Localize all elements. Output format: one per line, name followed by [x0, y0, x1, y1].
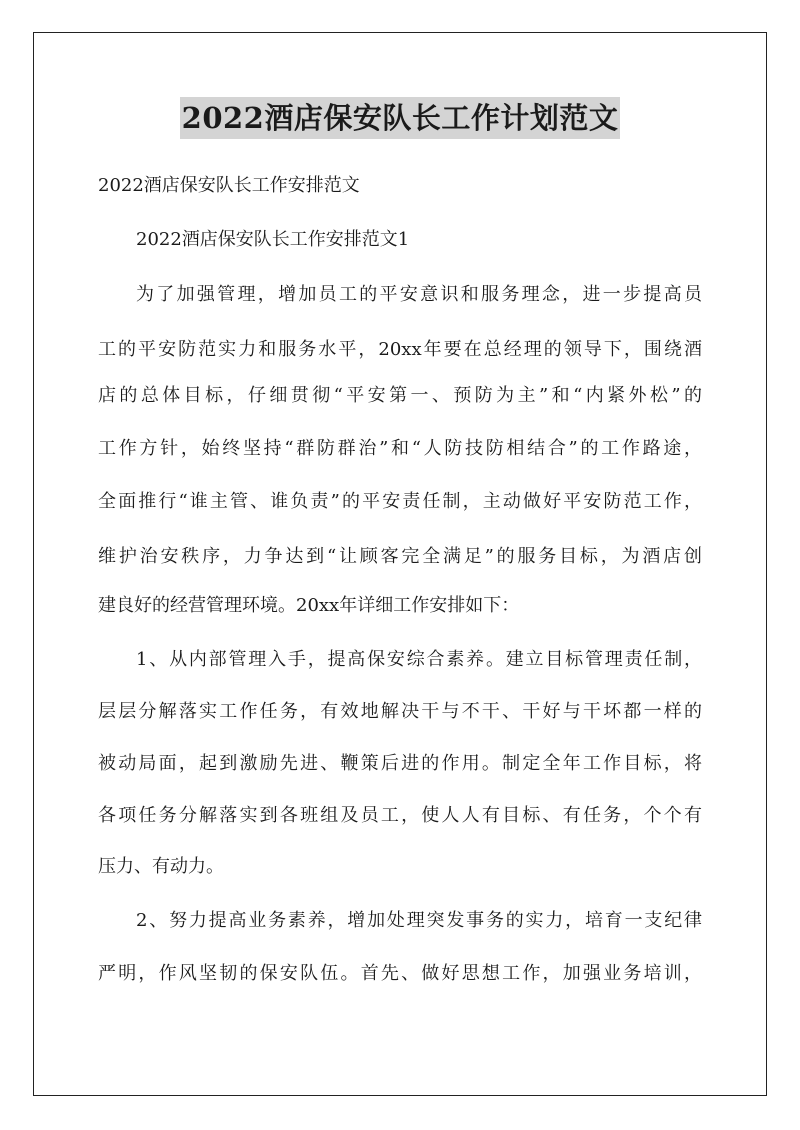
paragraph-line: 建良好的经营管理环境。20xx年详细工作安排如下：: [98, 595, 520, 616]
paragraph-line: 店的总体目标，仔细贯彻“平安第一、预防为主”和“内紧外松”的: [98, 385, 702, 406]
paragraph-line: 严明，作风坚韧的保安队伍。首先、做好思想工作，加强业务培训，: [98, 963, 702, 984]
paragraph-line: 压力、有动力。: [98, 856, 224, 877]
document-subtitle: 2022酒店保安队长工作安排范文: [98, 175, 360, 196]
paragraph-line: 1、从内部管理入手，提高保安综合素养。建立目标管理责任制，: [136, 649, 702, 670]
paragraph-line: 层层分解落实工作任务，有效地解决干与不干、干好与干坏都一样的: [98, 701, 702, 722]
document-title: 2022酒店保安队长工作计划范文: [180, 97, 621, 139]
paragraph-line: 各项任务分解落实到各班组及员工，使人人有目标、有任务，个个有: [98, 805, 702, 826]
paragraph-line: 2、努力提高业务素养，增加处理突发事务的实力，培育一支纪律: [136, 910, 702, 931]
paragraph-line: 为了加强管理，增加员工的平安意识和服务理念，进一步提高员: [136, 284, 702, 305]
paragraph-line: 维护治安秩序，力争达到“让顾客完全满足”的服务目标，为酒店创: [98, 546, 702, 567]
paragraph-line: 工的平安防范实力和服务水平，20xx年要在总经理的领导下，围绕酒: [98, 339, 702, 360]
section-heading: 2022酒店保安队长工作安排范文1: [136, 229, 410, 250]
paragraph-line: 被动局面，起到激励先进、鞭策后进的作用。制定全年工作目标，将: [98, 753, 702, 774]
paragraph-line: 工作方针，始终坚持“群防群治”和“人防技防相结合”的工作路途，: [98, 438, 702, 459]
title-container: [0, 97, 800, 139]
paragraph-line: 全面推行“谁主管、谁负责”的平安责任制，主动做好平安防范工作，: [98, 491, 702, 512]
